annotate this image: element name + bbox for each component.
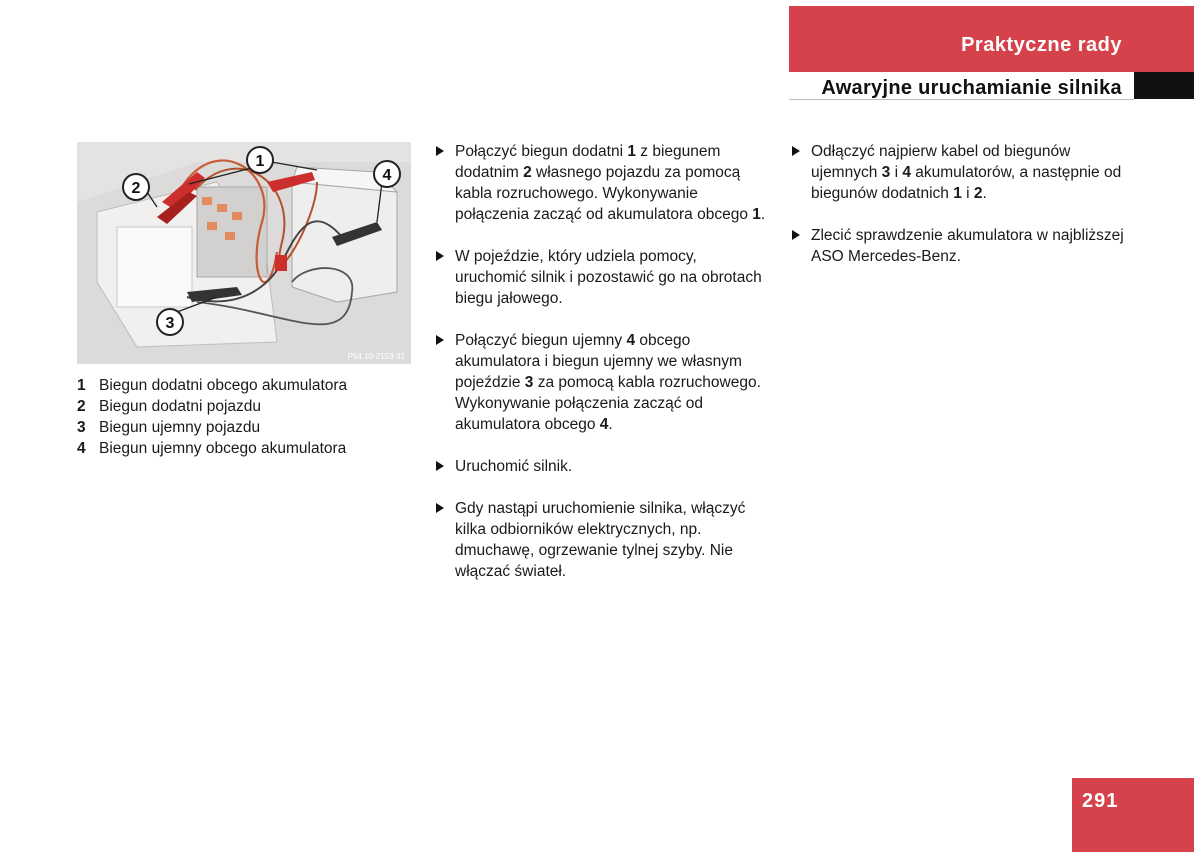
jump-start-illustration: [77, 142, 411, 364]
figure-legend: [77, 375, 407, 459]
bullet-triangle-icon: [436, 330, 455, 435]
legend-number: 4: [77, 440, 86, 457]
reference-number: 2: [973, 185, 983, 202]
bullet-triangle-icon: [436, 141, 455, 225]
callout-4: [374, 161, 400, 187]
instructions-column-right: [792, 141, 1132, 288]
callout-1: [247, 147, 273, 173]
instruction-text: [811, 141, 1132, 204]
page-title: Awaryjne uruchamianie silnika: [821, 77, 1122, 99]
instruction-step: [436, 330, 771, 435]
reference-number: 1: [627, 143, 636, 160]
svg-text:1: 1: [255, 153, 265, 170]
text-run: .: [608, 416, 613, 433]
reference-number: 1: [953, 185, 962, 202]
instruction-step: [436, 498, 771, 582]
legend-text: Biegun dodatni pojazdu: [99, 398, 262, 415]
reference-number: 2: [523, 164, 532, 181]
legend-text: Biegun ujemny pojazdu: [99, 419, 261, 436]
instruction-step: [792, 141, 1132, 204]
svg-text:4: 4: [382, 167, 392, 184]
bullet-triangle-icon: [436, 498, 455, 582]
legend-item: [77, 438, 407, 459]
legend-item: [77, 375, 407, 396]
instruction-text: [811, 225, 1132, 267]
instruction-text: [455, 498, 771, 582]
legend-number: 2: [77, 398, 86, 415]
svg-text:3: 3: [165, 315, 175, 332]
text-run: Połączyć biegun ujemny: [455, 332, 627, 349]
reference-number: 1: [752, 206, 761, 223]
text-run: .: [760, 206, 766, 223]
header-divider: [789, 99, 1134, 100]
bullet-triangle-icon: [436, 246, 455, 309]
reference-number: 4: [599, 416, 609, 433]
instruction-text: [455, 330, 771, 435]
text-run: za pomocą kabla rozruchowego. Wykonywanie połączenia zacząć od akumulatora obcego: [455, 374, 761, 433]
callout-2: [123, 174, 149, 200]
text-run: Połączyć biegun dodatni: [455, 143, 628, 160]
legend-text: Biegun dodatni obcego akumulatora: [99, 377, 348, 394]
page-number: 291: [1082, 790, 1119, 812]
legend-number: 3: [77, 419, 86, 436]
text-run: własnego pojazdu za pomocą kabla rozruchowego. Wykonywanie połączenia zacząć od akumulatora obcego: [455, 164, 753, 223]
text-run: Uruchomić silnik.: [455, 458, 573, 475]
text-run: z biegunem dodatnim: [455, 143, 721, 181]
text-run: obcego akumulatora i biegun ujemny we własnym pojeździe: [455, 332, 742, 391]
instruction-text: [455, 456, 771, 477]
instruction-text: [455, 141, 771, 225]
svg-text:2: 2: [131, 180, 141, 197]
header-marker: [1134, 72, 1194, 99]
instruction-step: [436, 456, 771, 477]
text-run: i: [890, 164, 903, 181]
legend-number: 1: [77, 377, 86, 394]
reference-number: 4: [626, 332, 636, 349]
instruction-step: [436, 246, 771, 309]
bullet-triangle-icon: [436, 456, 455, 477]
legend-item: [77, 417, 407, 438]
figure-code: P54.10-2153-31: [347, 352, 405, 361]
reference-number: 4: [902, 164, 911, 181]
text-run: akumulatorów, a następnie od biegunów dodatnich: [811, 164, 1122, 202]
instruction-step: [792, 225, 1132, 267]
text-run: W pojeździe, który udziela pomocy, uruchomić silnik i pozostawić go na obrotach biegu jałowego.: [455, 248, 762, 307]
bullet-triangle-icon: [792, 141, 811, 204]
text-run: i: [961, 185, 974, 202]
instruction-step: [436, 141, 771, 225]
page-number-box: [1072, 778, 1194, 852]
reference-number: 3: [524, 374, 534, 391]
legend-text: Biegun ujemny obcego akumulatora: [99, 440, 347, 457]
text-run: Odłączyć najpierw kabel od biegunów ujemnych: [811, 143, 1071, 181]
instructions-column-middle: [436, 141, 771, 603]
text-run: Gdy nastąpi uruchomienie silnika, włączyć kilka odbiorników elektrycznych, np. dmuchawę, ogrzewanie tylnej szyby. Nie włączać świateł.: [455, 500, 746, 580]
instruction-text: [455, 246, 771, 309]
legend-item: [77, 396, 407, 417]
callout-3: [157, 309, 183, 335]
reference-number: 3: [881, 164, 891, 181]
text-run: Zlecić sprawdzenie akumulatora w najbliższej ASO Mercedes-Benz.: [811, 227, 1124, 265]
section-title: Praktyczne rady: [961, 34, 1122, 56]
bullet-triangle-icon: [792, 225, 811, 267]
text-run: .: [982, 185, 987, 202]
